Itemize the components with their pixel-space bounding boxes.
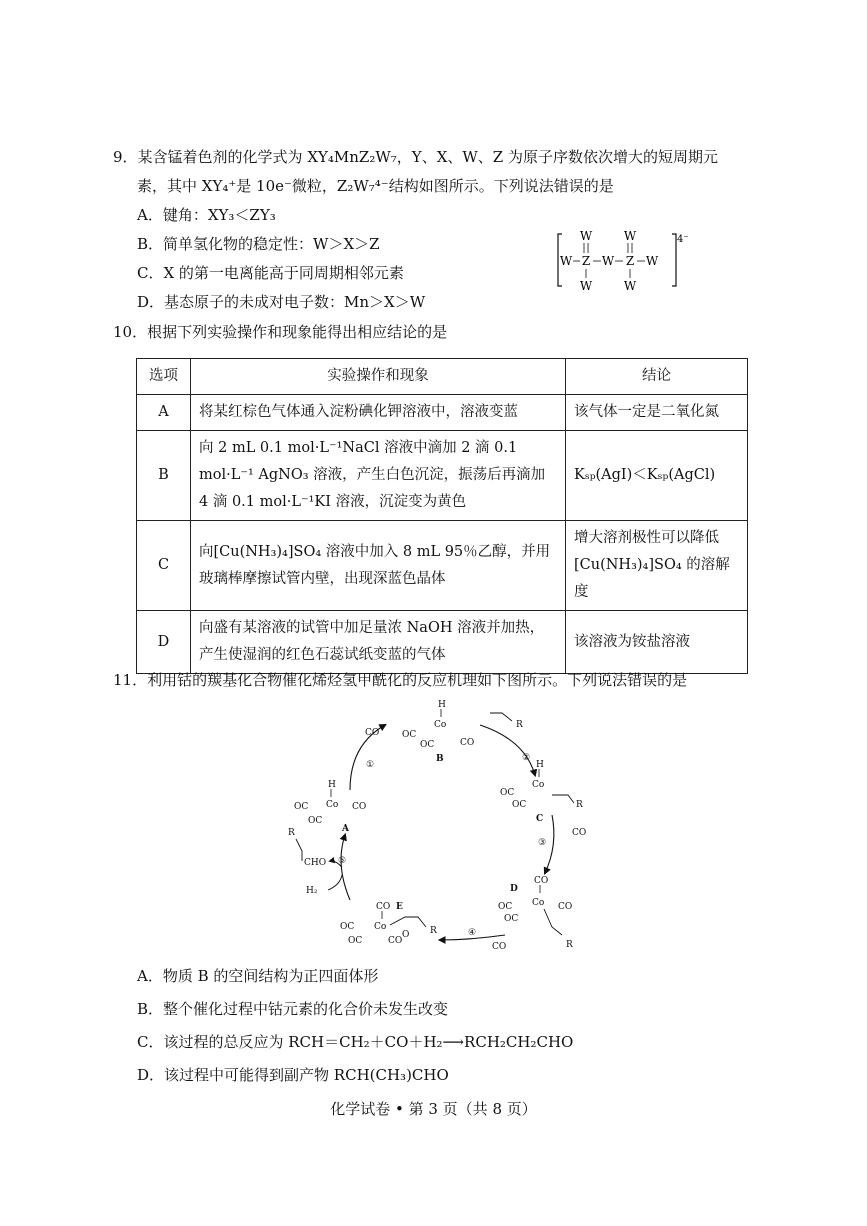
label-d: D: [510, 884, 518, 894]
atom-w-bridge: W: [601, 254, 615, 268]
q10-stem: 10．根据下列实验操作和现象能得出相应结论的是: [113, 323, 448, 341]
co-added-4: CO: [492, 942, 507, 952]
h2-in: H₂: [306, 886, 318, 896]
label-a: A: [342, 824, 349, 834]
q11-stem: 11．利用钴的羰基化合物催化烯烃氢甲酰化的反应机理如下图所示。下列说法错误的是: [113, 671, 688, 689]
b-co-right: CO: [460, 738, 475, 748]
c-oc-left: OC: [500, 788, 515, 798]
row-b-conclusion: Kₛₚ(AgI)＜Kₛₚ(AgCl): [566, 431, 748, 521]
q11-options: [113, 960, 763, 1092]
q9-option-c: C．X 的第一电离能高于同周期相邻元素: [137, 264, 404, 282]
c-oc-bottom: OC: [512, 800, 527, 810]
product-cho: CHO: [304, 858, 327, 868]
table-header-row: [137, 359, 748, 395]
atom-z-left: Z: [581, 254, 591, 268]
step-label-4: ④: [468, 928, 477, 938]
complex-b: [402, 700, 474, 764]
row-c-conclusion: 增大溶剂极性可以降低 [Cu(NH₃)₄]SO₄ 的溶解度: [566, 521, 748, 611]
d-co-right: CO: [558, 902, 573, 912]
q11-option-c: C．该过程的总反应为 RCH＝CH₂＋CO＋H₂⟶RCH₂CH₂CHO: [137, 1033, 574, 1051]
product-r: R: [288, 828, 295, 838]
row-d-operation: 向盛有某溶液的试管中加足量浓 NaOH 溶液并加热，产生使湿润的红色石蕊试纸变蓝的气体: [191, 611, 566, 674]
atom-w-bottom-left: W: [579, 279, 593, 293]
a-co-right: CO: [352, 802, 367, 812]
charge-label: 4⁻: [677, 234, 689, 245]
a-oc-left: OC: [294, 802, 309, 812]
table-row: [137, 395, 748, 431]
atom-w-top-left: W: [579, 229, 593, 243]
co-added-3: CO: [572, 828, 587, 838]
a-h: H: [328, 780, 336, 790]
alkene-r: R: [516, 720, 523, 730]
arrow-step-5: [341, 835, 350, 900]
table-row: [137, 431, 748, 521]
question-10: [113, 318, 763, 347]
b-h: H: [438, 700, 446, 710]
co-released-1: CO: [365, 728, 380, 738]
table-row: [137, 611, 748, 674]
z2w7-structure-diagram: [556, 228, 691, 292]
e-o: O: [402, 930, 410, 940]
header-option: 选项: [137, 359, 191, 395]
q11-option-b: B．整个催化过程中钴元素的化合价未发生改变: [137, 1000, 449, 1018]
e-r: R: [430, 926, 437, 936]
question-11: [113, 666, 763, 695]
row-a-operation: 将某红棕色气体通入淀粉碘化钾溶液中，溶液变蓝: [191, 395, 566, 431]
d-oc-left: OC: [498, 902, 513, 912]
row-d-option: D: [137, 611, 191, 674]
row-c-option: C: [137, 521, 191, 611]
q11-option-a: A．物质 B 的空间结构为正四面体形: [137, 967, 379, 985]
complex-c: [500, 760, 583, 824]
complex-d: [498, 876, 573, 950]
atom-z-right: Z: [625, 254, 635, 268]
e-co-right: CO: [388, 936, 403, 946]
d-oc-bottom: OC: [504, 914, 519, 924]
c-co-atom: Co: [532, 780, 545, 790]
page-footer: 化学试卷 • 第 3 页（共 8 页）: [330, 1100, 537, 1118]
complex-a: [294, 780, 366, 834]
atom-w-top-right: W: [623, 229, 637, 243]
e-co-top: CO: [376, 902, 391, 912]
d-r: R: [566, 940, 573, 950]
atom-w-right: W: [645, 254, 659, 268]
table-row: [137, 521, 748, 611]
row-b-operation: 向 2 mL 0.1 mol·L⁻¹NaCl 溶液中滴加 2 滴 0.1 mol·L⁻¹ AgNO₃ 溶液，产生白色沉淀，振荡后再滴加 4 滴 0.1 mol·L⁻¹KI 溶液，沉淀变为黄色: [191, 431, 566, 521]
q9-stem-line1: 9．某含锰着色剂的化学式为 XY₄MnZ₂W₇，Y、X、W、Z 为原子序数依次增大的短周期元: [113, 148, 718, 166]
row-a-option: A: [137, 395, 191, 431]
catalytic-cycle-diagram: [290, 695, 610, 955]
q9-option-a: A．键角：XY₃＜ZY₃: [137, 206, 276, 224]
e-oc-left: OC: [340, 922, 355, 932]
c-h: H: [536, 760, 544, 770]
b-co-atom: Co: [434, 720, 447, 730]
label-b: B: [436, 754, 444, 764]
e-oc-bottom: OC: [348, 936, 363, 946]
a-oc-bottom: OC: [308, 816, 323, 826]
row-b-option: B: [137, 431, 191, 521]
label-c: C: [536, 814, 544, 824]
experiment-table: [136, 358, 748, 674]
step-label-5: ⑤: [338, 856, 347, 866]
c-r: R: [576, 800, 583, 810]
row-a-conclusion: 该气体一定是二氧化氮: [566, 395, 748, 431]
d-co-top: CO: [534, 876, 549, 886]
complex-e: [340, 902, 437, 946]
row-c-operation: 向[Cu(NH₃)₄]SO₄ 溶液中加入 8 mL 95％乙醇，并用玻璃棒摩擦试管内壁，出现深蓝色晶体: [191, 521, 566, 611]
b-oc-left: OC: [402, 730, 417, 740]
b-oc-bottom: OC: [420, 740, 435, 750]
a-co-atom: Co: [326, 800, 339, 810]
header-operation: 实验操作和现象: [191, 359, 566, 395]
row-d-conclusion: 该溶液为铵盐溶液: [566, 611, 748, 674]
atom-w-bottom-right: W: [623, 279, 637, 293]
arrow-step-2: [480, 725, 535, 775]
step-label-2: ②: [522, 753, 531, 763]
step-label-3: ③: [538, 838, 547, 848]
arrow-step-3: [545, 815, 554, 873]
atom-w-left: W: [559, 254, 573, 268]
q11-option-d: D．该过程中可能得到副产物 RCH(CH₃)CHO: [137, 1066, 449, 1084]
e-co-atom: Co: [374, 922, 387, 932]
q9-stem-line2: 素，其中 XY₄⁺是 10e⁻微粒，Z₂W₇⁴⁻结构如图所示。下列说法错误的是: [137, 177, 614, 195]
d-co-atom: Co: [532, 898, 545, 908]
q9-option-d: D．基态原子的未成对电子数：Mn＞X＞W: [137, 293, 426, 311]
label-e: E: [396, 902, 403, 912]
q9-option-b: B．简单氢化物的稳定性：W＞X＞Z: [137, 235, 380, 253]
right-bracket: [672, 234, 676, 286]
step-label-1: ①: [366, 760, 375, 770]
header-conclusion: 结论: [566, 359, 748, 395]
